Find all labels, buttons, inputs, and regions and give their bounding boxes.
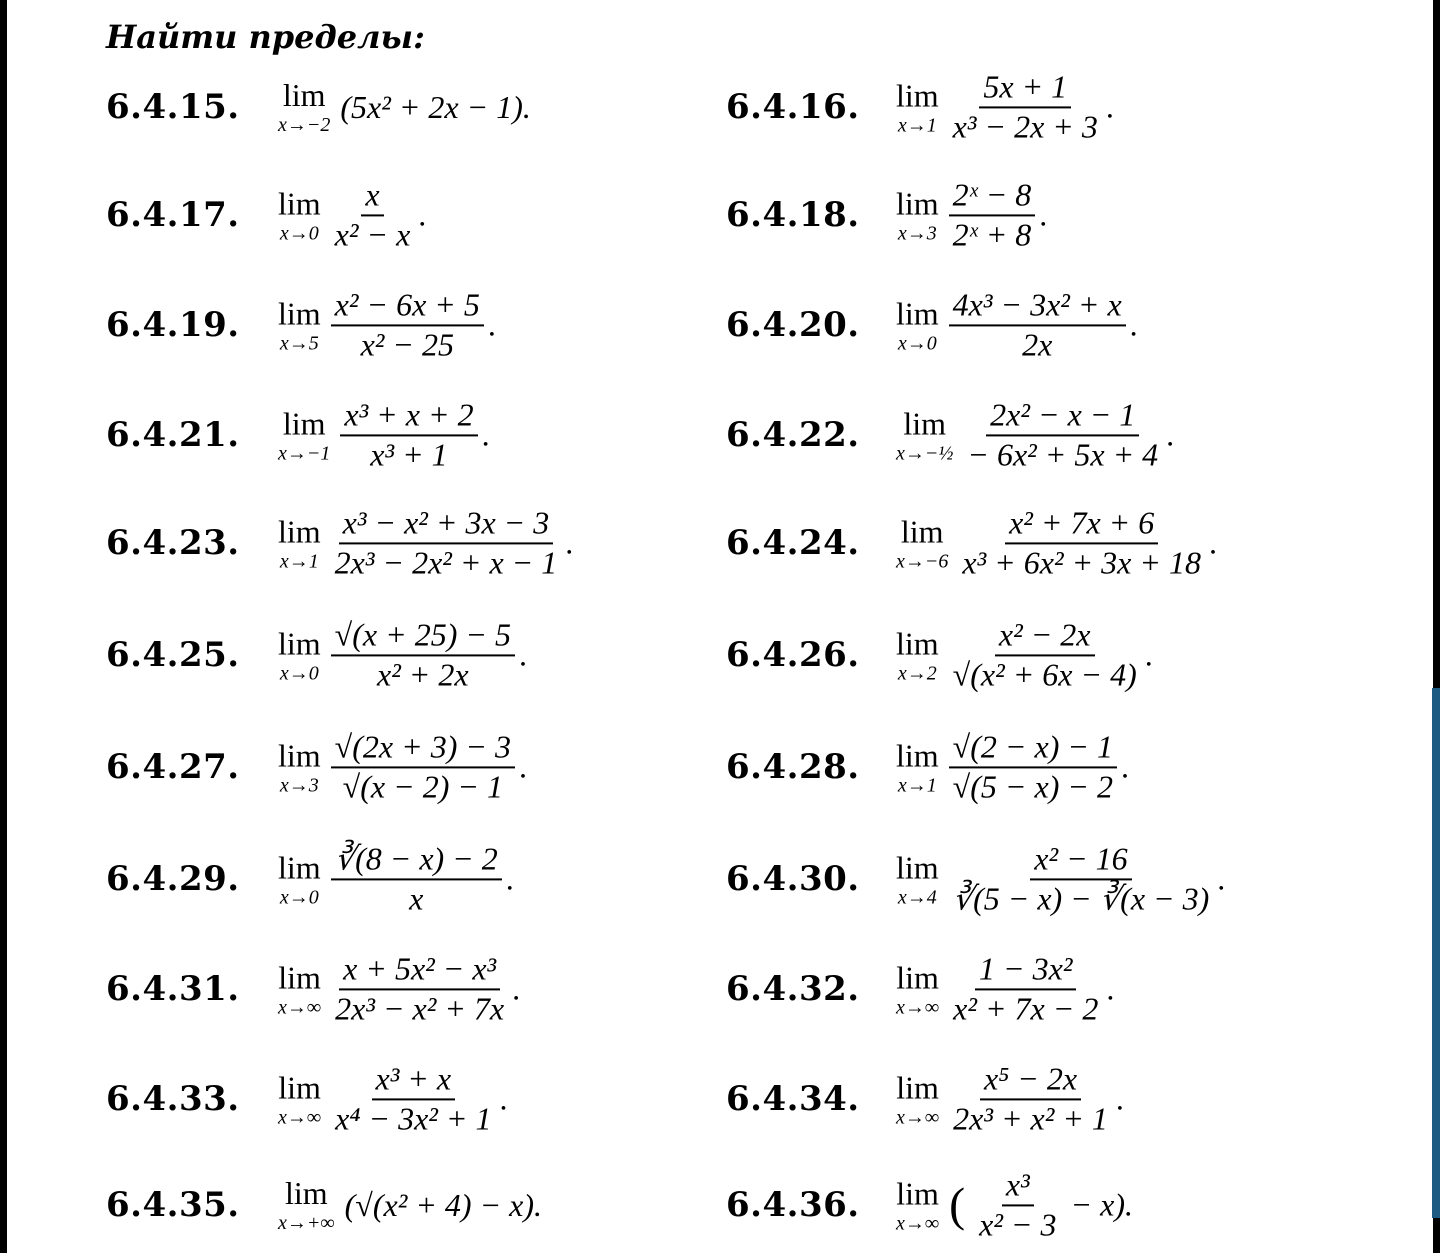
problem-item xyxy=(106,72,746,142)
problem-number: 6.4.29. xyxy=(106,859,240,899)
problem-number: 6.4.15. xyxy=(106,87,240,127)
period: . xyxy=(1208,524,1217,561)
period: . xyxy=(1144,636,1153,673)
limit-operator xyxy=(896,851,939,907)
limit-subscript: x→∞ xyxy=(896,1212,940,1234)
lim-word: lim xyxy=(278,737,321,773)
fraction-numerator: x² − 2x xyxy=(995,618,1095,656)
limit-expression xyxy=(896,952,1114,1025)
lim-word: lim xyxy=(278,513,321,549)
period: . xyxy=(1166,416,1175,453)
problem-item xyxy=(106,728,746,804)
fraction-denominator: √(x² + 6x − 4) xyxy=(952,656,1137,692)
limit-subscript: x→2 xyxy=(897,662,937,684)
lim-word: lim xyxy=(896,625,939,661)
fraction-denominator: x⁴ − 3x² + 1 xyxy=(335,1100,492,1136)
fraction xyxy=(949,178,1036,251)
problem-item xyxy=(726,504,1366,580)
limit-operator xyxy=(896,1071,939,1127)
lim-word: lim xyxy=(900,513,944,549)
fraction-numerator: x³ xyxy=(1002,1168,1034,1206)
expression-tail: − x). xyxy=(1070,1186,1133,1223)
lim-word: lim xyxy=(278,185,321,221)
problem-number: 6.4.22. xyxy=(726,415,860,455)
limit-subscript: x→−1 xyxy=(278,442,331,464)
fraction xyxy=(949,1062,1112,1135)
period: . xyxy=(499,1080,508,1117)
fraction-numerator: ∛(8 − x) − 2 xyxy=(331,842,502,880)
period: . xyxy=(518,636,527,673)
limit-subscript: x→−½ xyxy=(896,442,954,464)
limit-expression xyxy=(278,506,573,579)
problem-number: 6.4.36. xyxy=(726,1185,860,1225)
limit-subscript: x→5 xyxy=(279,332,319,354)
lim-word: lim xyxy=(278,849,321,885)
limit-expression xyxy=(896,506,1217,579)
period: . xyxy=(1105,88,1114,125)
fraction-numerator: x³ + x + 2 xyxy=(340,398,477,436)
limit-expression xyxy=(896,178,1047,251)
fraction-denominator: √(x − 2) − 1 xyxy=(342,768,503,804)
fraction xyxy=(331,730,515,803)
limit-operator xyxy=(278,1177,335,1233)
problem-number: 6.4.17. xyxy=(106,195,240,235)
fraction xyxy=(949,842,1214,915)
fraction-denominator: √(5 − x) − 2 xyxy=(952,768,1113,804)
fraction xyxy=(949,952,1102,1025)
limit-subscript: x→−2 xyxy=(278,114,331,136)
lim-word: lim xyxy=(278,625,321,661)
period: . xyxy=(512,970,521,1007)
fraction xyxy=(975,1168,1060,1241)
limit-operator xyxy=(278,627,321,683)
fraction-denominator: x² − x xyxy=(334,216,411,252)
fraction-denominator: − 6x² + 5x + 4 xyxy=(967,436,1159,472)
lim-word: lim xyxy=(896,185,939,221)
fraction xyxy=(949,730,1117,803)
problem-item xyxy=(106,1060,746,1136)
fraction xyxy=(331,952,508,1025)
side-accent-bar xyxy=(1432,688,1440,1218)
fraction xyxy=(949,70,1102,143)
lim-word: lim xyxy=(278,1069,321,1105)
fraction-denominator: 2x³ − 2x² + x − 1 xyxy=(334,544,558,580)
limit-expression xyxy=(278,1062,507,1135)
fraction xyxy=(331,506,562,579)
problem-number: 6.4.26. xyxy=(726,635,860,675)
limit-operator xyxy=(278,739,321,795)
problem-number: 6.4.16. xyxy=(726,87,860,127)
limit-operator xyxy=(278,187,321,243)
fraction xyxy=(331,288,484,361)
period: . xyxy=(487,306,496,343)
fraction-denominator: x³ + 1 xyxy=(370,436,448,472)
period: . xyxy=(1120,748,1129,785)
limit-operator xyxy=(278,851,321,907)
problem-item xyxy=(726,950,1366,1026)
fraction-denominator: x² + 2x xyxy=(377,656,469,692)
limit-operator xyxy=(896,297,939,353)
problem-number: 6.4.20. xyxy=(726,305,860,345)
lim-word: lim xyxy=(282,405,326,441)
limit-operator xyxy=(896,187,939,243)
limit-expression xyxy=(278,79,531,135)
problem-number: 6.4.19. xyxy=(106,305,240,345)
limit-subscript: x→1 xyxy=(897,114,937,136)
problem-item xyxy=(726,286,1366,362)
fraction-denominator: x² − 3 xyxy=(979,1206,1057,1242)
limit-subscript: x→3 xyxy=(897,222,937,244)
fraction-denominator: x³ − 2x + 3 xyxy=(952,108,1098,144)
fraction-numerator: x² − 6x + 5 xyxy=(331,288,484,326)
fraction-numerator: 5x + 1 xyxy=(979,70,1071,108)
period: . xyxy=(481,416,490,453)
problem-number: 6.4.31. xyxy=(106,969,240,1009)
fraction xyxy=(963,398,1162,471)
problem-item xyxy=(726,396,1366,472)
period: . xyxy=(1039,196,1048,233)
limit-expression xyxy=(278,952,520,1025)
limit-subscript: x→−6 xyxy=(896,550,949,572)
limit-expression xyxy=(278,842,514,915)
limit-operator xyxy=(896,739,939,795)
limit-expression xyxy=(278,178,426,251)
fraction-numerator: 1 − 3x² xyxy=(975,952,1076,990)
limit-expression xyxy=(896,730,1129,803)
fraction-denominator: 2ˣ + 8 xyxy=(952,216,1032,252)
fraction-numerator: x⁵ − 2x xyxy=(980,1062,1081,1100)
period: . xyxy=(1217,860,1226,897)
problem-number: 6.4.24. xyxy=(726,523,860,563)
limit-subscript: x→0 xyxy=(279,222,319,244)
limit-expression xyxy=(278,288,496,361)
limit-subscript: x→4 xyxy=(897,886,937,908)
expression-body: (5x² + 2x − 1). xyxy=(340,88,531,125)
period: . xyxy=(1106,970,1115,1007)
period: . xyxy=(1115,1080,1124,1117)
limit-operator xyxy=(278,961,321,1017)
limit-expression xyxy=(896,842,1225,915)
fraction-numerator: x³ − x² + 3x − 3 xyxy=(339,506,554,544)
lim-word: lim xyxy=(896,1069,939,1105)
limit-operator xyxy=(896,407,953,463)
limit-operator xyxy=(896,79,939,135)
limit-expression xyxy=(278,398,490,471)
lim-word: lim xyxy=(278,959,321,995)
problem-item xyxy=(726,840,1366,916)
limit-operator xyxy=(278,515,321,571)
problem-number: 6.4.23. xyxy=(106,523,240,563)
problem-item xyxy=(726,176,1366,252)
lim-word: lim xyxy=(284,1175,328,1211)
lim-word: lim xyxy=(903,405,947,441)
limit-expression xyxy=(896,618,1153,691)
problem-item xyxy=(106,1170,746,1240)
open-paren: ( xyxy=(949,1178,966,1232)
fraction xyxy=(331,1062,495,1135)
fraction-numerator: x² − 16 xyxy=(1030,842,1131,880)
limit-expression xyxy=(278,618,527,691)
fraction-numerator: 4x³ − 3x² + x xyxy=(949,288,1126,326)
problem-number: 6.4.21. xyxy=(106,415,240,455)
fraction-denominator: x² + 7x − 2 xyxy=(953,990,1099,1026)
problem-item xyxy=(726,616,1366,692)
limit-expression xyxy=(896,70,1114,143)
problem-number: 6.4.25. xyxy=(106,635,240,675)
limit-expression xyxy=(278,1177,542,1233)
limit-expression xyxy=(278,730,527,803)
problem-number: 6.4.32. xyxy=(726,969,860,1009)
fraction-denominator: x³ + 6x² + 3x + 18 xyxy=(962,544,1201,580)
limit-expression xyxy=(896,1168,1133,1241)
fraction-denominator: 2x³ + x² + 1 xyxy=(953,1100,1108,1136)
limit-subscript: x→∞ xyxy=(278,996,322,1018)
limit-operator xyxy=(896,1177,939,1233)
limit-subscript: x→0 xyxy=(897,332,937,354)
fraction-numerator: 2x² − x − 1 xyxy=(986,398,1139,436)
limit-operator xyxy=(896,627,939,683)
fraction-numerator: x² + 7x + 6 xyxy=(1005,506,1158,544)
lim-word: lim xyxy=(896,959,939,995)
expression-body: (√(x² + 4) − x). xyxy=(344,1186,543,1223)
problem-number: 6.4.28. xyxy=(726,747,860,787)
limit-operator xyxy=(896,515,948,571)
fraction-numerator: √(2 − x) − 1 xyxy=(949,730,1117,768)
lim-word: lim xyxy=(278,295,321,331)
limit-operator xyxy=(278,297,321,353)
fraction-denominator: 2x xyxy=(1022,326,1053,362)
problem-number: 6.4.35. xyxy=(106,1185,240,1225)
limit-operator xyxy=(278,1071,321,1127)
fraction xyxy=(958,506,1205,579)
fraction xyxy=(949,618,1141,691)
lim-word: lim xyxy=(896,849,939,885)
fraction xyxy=(949,288,1126,361)
limit-subscript: x→∞ xyxy=(278,1106,322,1128)
problem-number: 6.4.34. xyxy=(726,1079,860,1119)
lim-word: lim xyxy=(896,1175,939,1211)
page-heading: Найти пределы: xyxy=(106,18,425,56)
problem-number: 6.4.30. xyxy=(726,859,860,899)
fraction-numerator: 2ˣ − 8 xyxy=(949,178,1036,216)
lim-word: lim xyxy=(896,77,939,113)
limit-expression xyxy=(896,1062,1124,1135)
problem-item xyxy=(106,950,746,1026)
fraction-numerator: √(2x + 3) − 3 xyxy=(331,730,515,768)
problem-item xyxy=(106,396,746,472)
fraction xyxy=(331,842,502,915)
fraction xyxy=(331,178,415,251)
fraction-denominator: ∛(5 − x) − ∛(x − 3) xyxy=(952,880,1210,916)
problem-item xyxy=(106,840,746,916)
fraction-numerator: √(x + 25) − 5 xyxy=(331,618,515,656)
limit-subscript: x→0 xyxy=(279,662,319,684)
lim-word: lim xyxy=(282,77,326,113)
problem-item xyxy=(106,286,746,362)
problem-number: 6.4.27. xyxy=(106,747,240,787)
fraction-numerator: x³ + x xyxy=(372,1062,456,1100)
limit-expression xyxy=(896,288,1138,361)
lim-word: lim xyxy=(896,295,939,331)
fraction xyxy=(331,618,515,691)
period: . xyxy=(418,196,427,233)
period: . xyxy=(505,860,514,897)
limit-operator xyxy=(278,407,330,463)
problem-item xyxy=(106,616,746,692)
limit-subscript: x→+∞ xyxy=(278,1212,335,1234)
fraction-numerator: x + 5x² − x³ xyxy=(339,952,500,990)
limit-subscript: x→1 xyxy=(279,550,319,572)
fraction-denominator: x² − 25 xyxy=(360,326,454,362)
problem-item xyxy=(726,68,1366,144)
limit-expression xyxy=(896,398,1174,471)
limit-operator xyxy=(896,961,939,1017)
limit-operator xyxy=(278,79,330,135)
limit-subscript: x→∞ xyxy=(896,996,940,1018)
fraction xyxy=(340,398,477,471)
limit-subscript: x→0 xyxy=(279,886,319,908)
fraction-denominator: 2x³ − x² + 7x xyxy=(335,990,505,1026)
problem-item xyxy=(106,504,746,580)
fraction-denominator: x xyxy=(409,880,424,916)
left-edge-strip xyxy=(0,0,7,1253)
problem-item xyxy=(726,728,1366,804)
problem-number: 6.4.33. xyxy=(106,1079,240,1119)
limit-subscript: x→1 xyxy=(897,774,937,796)
period: . xyxy=(518,748,527,785)
problem-number: 6.4.18. xyxy=(726,195,860,235)
limit-subscript: x→3 xyxy=(279,774,319,796)
period: . xyxy=(565,524,574,561)
lim-word: lim xyxy=(896,737,939,773)
problem-item xyxy=(106,176,746,252)
period: . xyxy=(1129,306,1138,343)
limit-subscript: x→∞ xyxy=(896,1106,940,1128)
fraction-numerator: x xyxy=(361,178,383,216)
problem-item xyxy=(726,1166,1366,1242)
problem-item xyxy=(726,1060,1366,1136)
